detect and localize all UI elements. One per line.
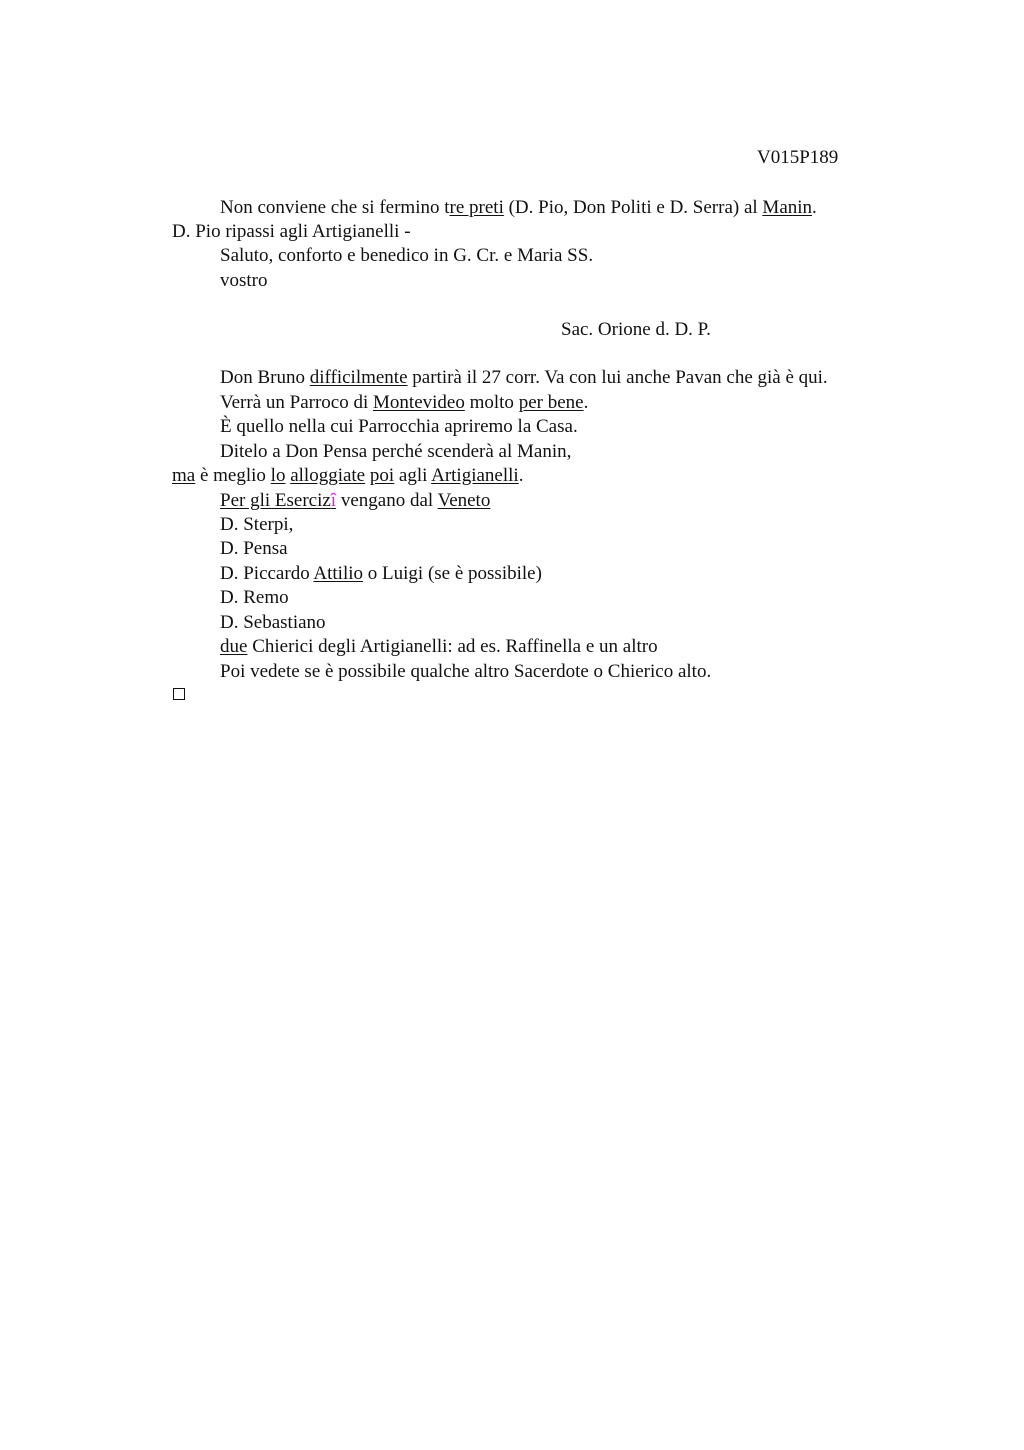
paragraph-line: [220, 392, 588, 414]
underlined-text: per bene: [518, 392, 584, 413]
underlined-text: poi: [369, 465, 395, 486]
text-segment: Non conviene che si fermino t: [220, 197, 450, 218]
list-item: D. Sterpi,: [220, 514, 294, 535]
paragraph-line: È quello nella cui Parrocchia apriremo la Casa.: [220, 416, 578, 437]
text-segment: agli: [394, 465, 432, 486]
greeting-line: Saluto, conforto e benedico in G. Cr. e Maria SS.: [220, 245, 594, 266]
list-item: D. Sebastiano: [220, 612, 326, 633]
text-segment: Chierici degli Artigianelli: ad es. Raffinella e un altro: [247, 636, 658, 657]
list-item: [220, 563, 542, 585]
text-segment: (D. Pio, Don Politi e D. Serra) al: [503, 197, 763, 218]
text-segment: vengano dal: [336, 490, 438, 511]
text-segment: Verrà un Parroco di: [220, 392, 374, 413]
text-segment: D. Piccardo: [220, 563, 314, 584]
list-item: [220, 636, 658, 658]
paragraph-line: D. Pio ripassi agli Artigianelli -: [172, 221, 411, 242]
signature: Sac. Orione d. D. P.: [561, 319, 711, 340]
text-segment: o Luigi (se è possibile): [363, 563, 542, 584]
underlined-text: difficilmente: [309, 367, 408, 388]
underlined-text: alloggiate: [290, 465, 366, 486]
underlined-text: lo: [270, 465, 286, 486]
text-segment: partirà il 27 corr. Va con lui anche Pavan che già è qui.: [407, 367, 828, 388]
text-segment: è meglio: [195, 465, 271, 486]
text-segment: .: [812, 197, 817, 218]
paragraph-line: [220, 367, 828, 389]
underlined-text: Veneto: [437, 490, 491, 511]
text-segment: Don Bruno: [220, 367, 310, 388]
text-segment: molto: [464, 392, 519, 413]
text-segment: .: [518, 465, 524, 486]
closing-line: vostro: [220, 270, 268, 291]
list-item: D. Remo: [220, 587, 289, 608]
underlined-text: Montevideo: [373, 392, 465, 413]
paragraph-line: Poi vedete se è possibile qualche altro Sacerdote o Chierico alto.: [220, 661, 712, 682]
underlined-text: ma: [172, 465, 196, 486]
underlined-text: due: [220, 636, 248, 657]
checkbox-square: [173, 688, 185, 700]
underlined-text: Manin: [762, 197, 813, 218]
paragraph-line: Ditelo a Don Pensa perché scenderà al Manin,: [220, 441, 572, 462]
underlined-text: Attilio: [313, 563, 364, 584]
underlined-text: re preti: [449, 197, 504, 218]
underlined-text: [220, 490, 336, 511]
text-segment: Per gli Eserciz: [220, 490, 331, 511]
page-id: V015P189: [757, 147, 839, 168]
paragraph-line: [172, 465, 523, 487]
list-item: D. Pensa: [220, 538, 288, 559]
paragraph-line: [220, 197, 817, 219]
paragraph-line: [220, 490, 490, 512]
highlighted-character: î: [330, 490, 337, 511]
underlined-text: Artigianelli: [431, 465, 519, 486]
text-segment: .: [583, 392, 589, 413]
